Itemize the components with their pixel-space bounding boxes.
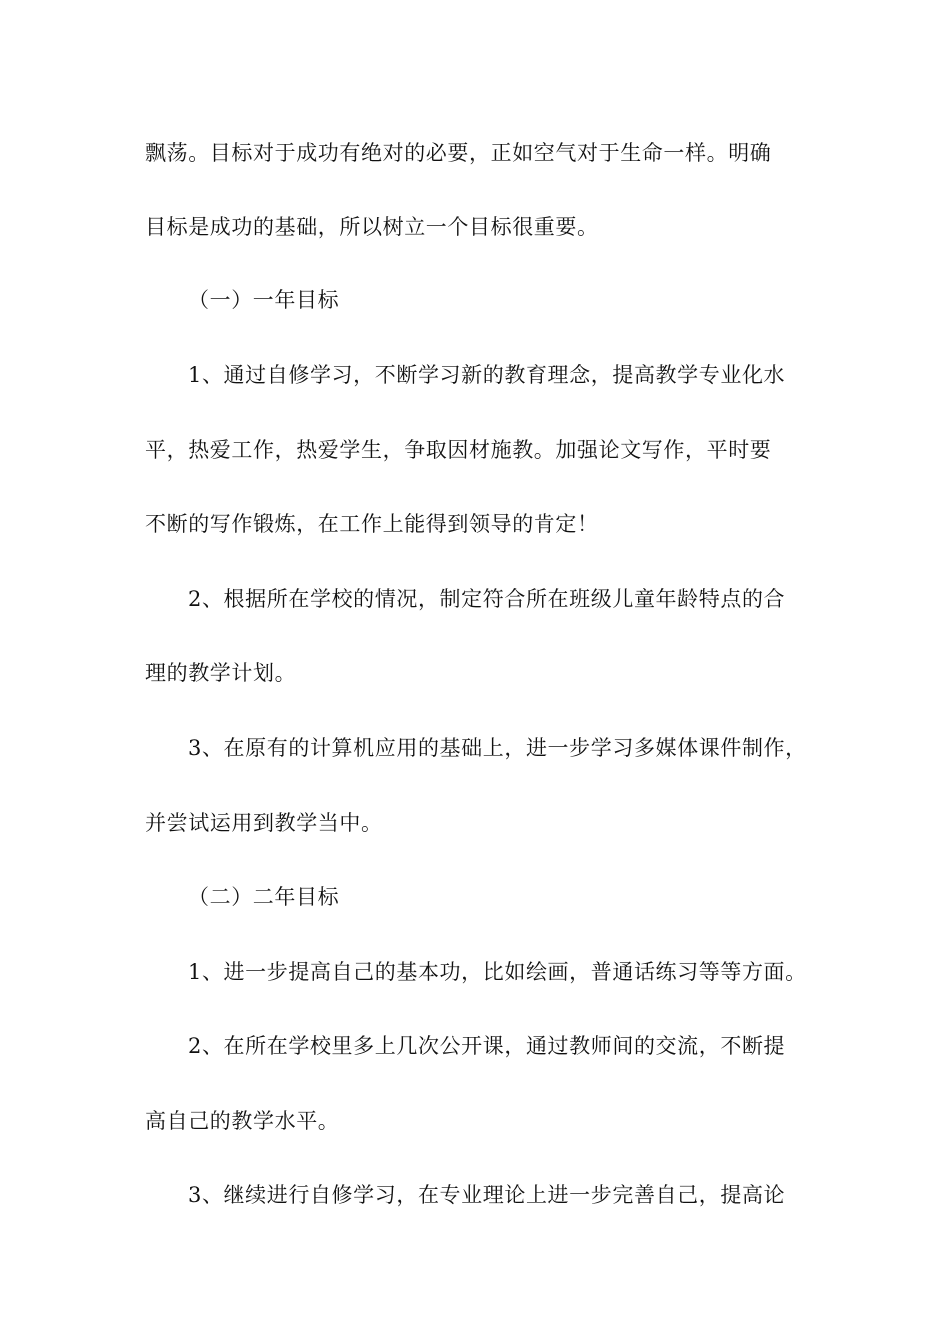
text-line-13: 2、在所在学校里多上几次公开课，通过教师间的交流，不断提 <box>188 1034 786 1058</box>
text-line-8: 理的教学计划。 <box>145 661 297 685</box>
text-line-6: 不断的写作锻炼，在工作上能得到领导的肯定！ <box>145 512 599 536</box>
text-line-4: 1、通过自修学习，不断学习新的教育理念，提高教学专业化水 <box>188 363 786 387</box>
text-line-15: 3、继续进行自修学习，在专业理论上进一步完善自己，提高论 <box>188 1183 786 1207</box>
section-heading-one-year: （一）一年目标 <box>188 288 340 312</box>
section-heading-two-year: （二）二年目标 <box>188 885 340 909</box>
text-line-1: 飘荡。目标对于成功有绝对的必要，正如空气对于生命一样。明确 <box>145 141 772 165</box>
text-line-2: 目标是成功的基础，所以树立一个目标很重要。 <box>145 215 599 239</box>
text-line-12: 1、进一步提高自己的基本功，比如绘画，普通话练习等等方面。 <box>188 960 807 984</box>
text-line-10: 并尝试运用到教学当中。 <box>145 811 383 835</box>
text-line-14: 高自己的教学水平。 <box>145 1109 340 1133</box>
text-line-9: 3、在原有的计算机应用的基础上，进一步学习多媒体课件制作， <box>188 736 807 760</box>
text-line-5: 平，热爱工作，热爱学生，争取因材施教。加强论文写作，平时要 <box>145 438 772 462</box>
text-line-7: 2、根据所在学校的情况，制定符合所在班级儿童年龄特点的合 <box>188 587 786 611</box>
